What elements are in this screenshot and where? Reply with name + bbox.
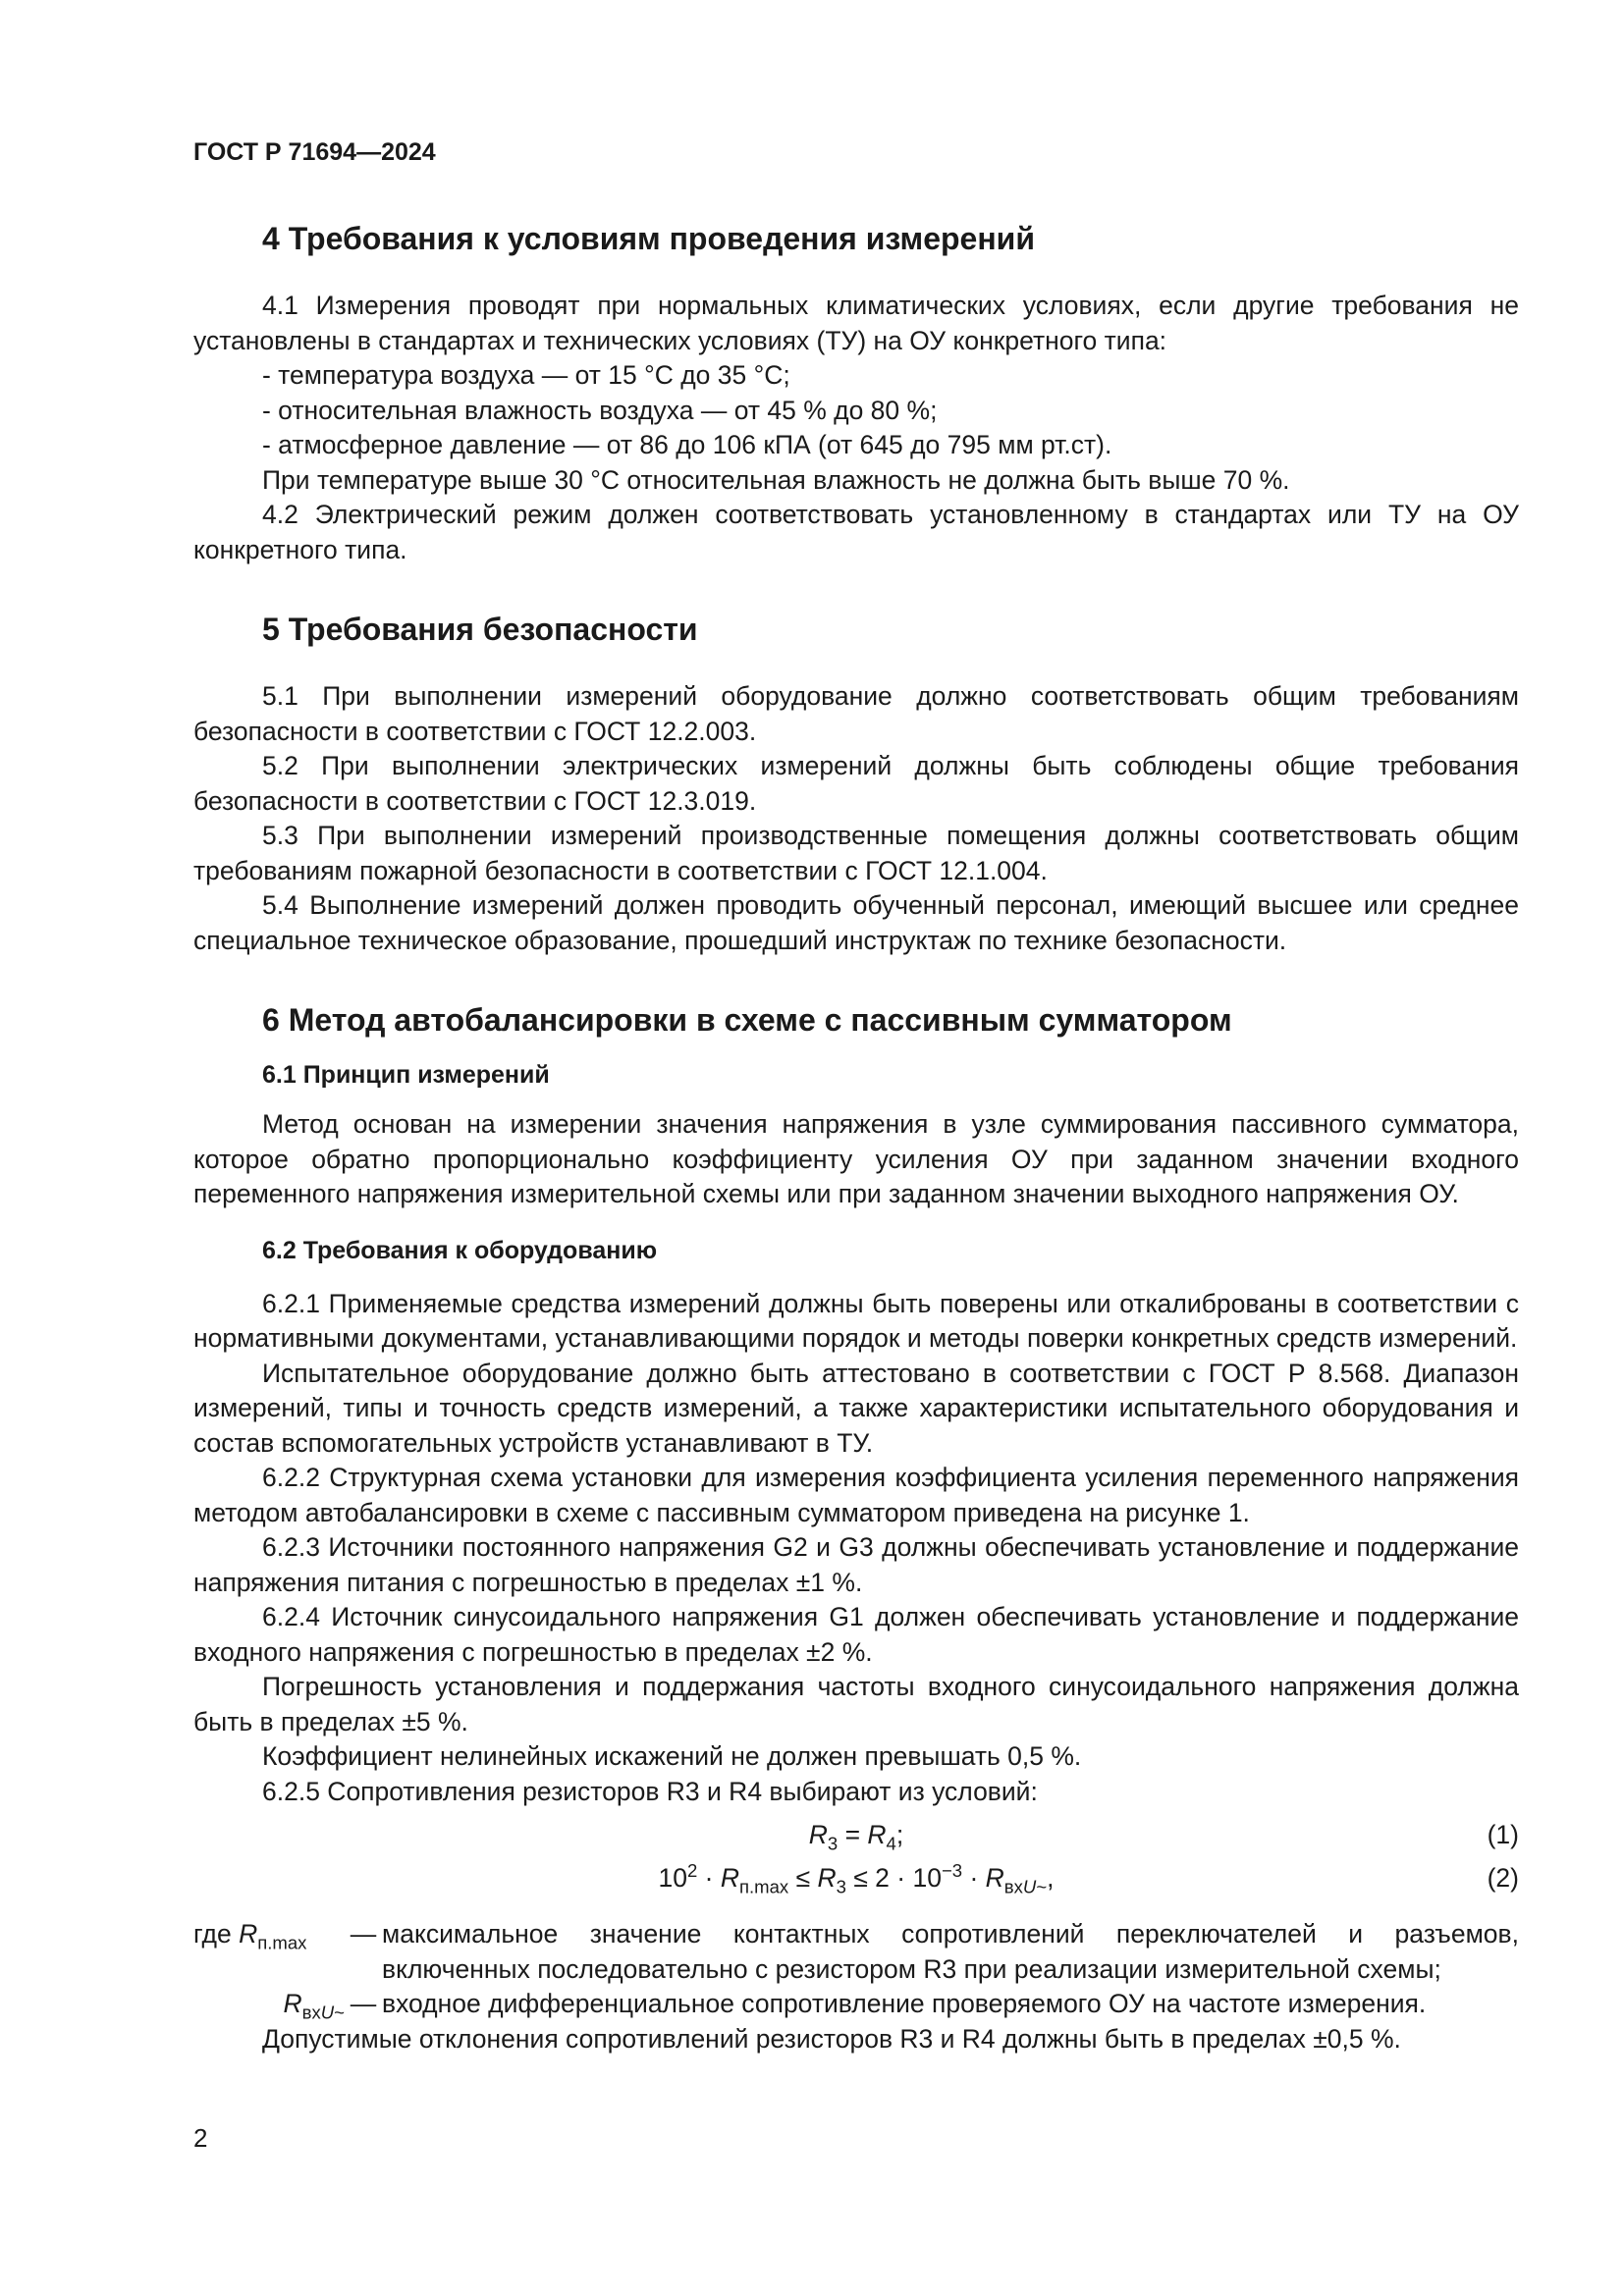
para-6-1: Метод основан на измерении значения напряжения в узле суммирования пассивного сумматора, которое обратно пропорционально коэффициенту усиления ОУ при заданном значении входного переменного напряжения измерительной схемы или при заданном значении выходного напряжения ОУ. xyxy=(193,1109,1519,1208)
formula-1-expression: $R_3 = R_4$; xyxy=(808,1820,904,1854)
page-number: 2 xyxy=(193,2123,208,2153)
para-6-2-4c: Коэффициент нелинейных искажений не должен превышать 0,5 %. xyxy=(262,1741,1082,1771)
list-item-pressure: - атмосферное давление — от 86 до 106 кПА (от 645 до 795 мм рт.ст). xyxy=(262,430,1112,459)
para-4-1-note: При температуре выше 30 °С относительная влажность не должна быть выше 70 %. xyxy=(262,464,1290,495)
list-item-humidity: - относительная влажность воздуха — от 45 % до 80 %; xyxy=(262,395,938,425)
formula-1 xyxy=(193,1813,1519,1856)
para-4-2: 4.2 Электрический режим должен соответствовать установленному в стандартах или ТУ на ОУ конкретного типа. xyxy=(193,500,1519,564)
para-6-2-3: 6.2.3 Источники постоянного напряжения G2 и G3 должны обеспечивать установление и поддержание напряжения питания с погрешностью в пределах ±1 %. xyxy=(193,1532,1519,1597)
formula-2-number: (2) xyxy=(1487,1863,1519,1893)
para-5-3: 5.3 При выполнении измерений производственные помещения должны соответствовать общим требованиям пожарной безопасности в соответствии с ГОСТ 12.1.004. xyxy=(193,821,1519,885)
para-5-4: 5.4 Выполнение измерений должен проводить обученный персонал, имеющий высшее или среднее специальное техническое образование, прошедший инструктаж по технике безопасности. xyxy=(193,890,1519,955)
para-5-1: 5.1 При выполнении измерений оборудование должно соответствовать общим требованиям безопасности в соответствии с ГОСТ 12.2.003. xyxy=(193,681,1519,746)
para-tolerance: Допустимые отклонения сопротивлений резисторов R3 и R4 должны быть в пределах ±0,5 %. xyxy=(262,2023,1401,2054)
symbol-r-inu-desc: входное дифференциальное сопротивление проверяемого ОУ на частоте измерения. xyxy=(382,1989,1427,2018)
section-6-title: 6 Метод автобалансировки в схеме с пассивным сумматором xyxy=(262,1002,1232,1038)
symbol-r-pmax: где $R_{п.max}$ xyxy=(193,1919,307,1953)
document-page xyxy=(193,137,1519,2056)
formula-2 xyxy=(193,1856,1519,1899)
subsection-6-2-title: 6.2 Требования к оборудованию xyxy=(262,1236,658,1264)
formula-2-expression: $10^2 \cdot R_{п.max} \le R_3 \le 2 \cdot 10^{-3} \cdot R_{вхU\sim}$, xyxy=(658,1860,1055,1897)
para-6-2-2: 6.2.2 Структурная схема установки для измерения коэффициента усиления переменного напряжения методом автобалансировки в схеме с пассивным сумматором приведена на рисунке 1. xyxy=(193,1463,1519,1527)
symbol-r-pmax-desc: максимальное значение контактных сопротивлений переключателей и разъемов, включенных последовательно с резистором R3 при реализации измерительной схемы; xyxy=(382,1919,1519,1984)
section-5-title: 5 Требования безопасности xyxy=(262,612,698,647)
para-6-2-4: 6.2.4 Источник синусоидального напряжения G1 должен обеспечивать установление и поддержание входного напряжения с погрешностью в пределах ±2 %. xyxy=(193,1602,1519,1667)
para-6-2-1b: Испытательное оборудование должно быть аттестовано в соответствии с ГОСТ Р 8.568. Диапазон измерений, типы и точность средств измерений, а также характеристики испытательного оборудования и состав вспомогательных устройств устанавливают в ТУ. xyxy=(193,1358,1519,1458)
document-header: ГОСТ Р 71694—2024 xyxy=(193,138,436,166)
formula-1-number: (1) xyxy=(1487,1820,1519,1849)
para-6-2-5: 6.2.5 Сопротивления резисторов R3 и R4 выбирают из условий: xyxy=(262,1776,1038,1806)
symbol-definitions: где $R_{п.max}$ — максимальное значение контактных сопротивлений переключателей и разъемов, включенных последовательно с резистором R3 при реализации измерительной схемы; $R_{вхU\sim}$ — входное дифференциальное сопротивление проверяемого ОУ на частоте измерения. xyxy=(193,1919,1519,2023)
para-6-2-1: 6.2.1 Применяемые средства измерений должны быть поверены или откалиброваны в соответствии с нормативными документами, устанавливающими порядок и методы поверки конкретных средств измерений. xyxy=(193,1288,1519,1353)
section-4-title: 4 Требования к условиям проведения измерений xyxy=(262,221,1035,256)
subsection-6-1-title: 6.1 Принцип измерений xyxy=(262,1061,550,1089)
para-6-2-4b: Погрешность установления и поддержания частоты входного синусоидального напряжения должна быть в пределах ±5 %. xyxy=(193,1672,1519,1736)
para-5-2: 5.2 При выполнении электрических измерений должны быть соблюдены общие требования безопасности в соответствии с ГОСТ 12.3.019. xyxy=(193,751,1519,816)
symbol-r-inu: $R_{вхU\sim}$ xyxy=(283,1989,345,2023)
para-4-1: 4.1 Измерения проводят при нормальных климатических условиях, если другие требования не установлены в стандартах и технических условиях (ТУ) на ОУ конкретного типа: xyxy=(193,291,1519,355)
list-item-temperature: - температура воздуха — от 15 °С до 35 °С; xyxy=(262,360,790,390)
